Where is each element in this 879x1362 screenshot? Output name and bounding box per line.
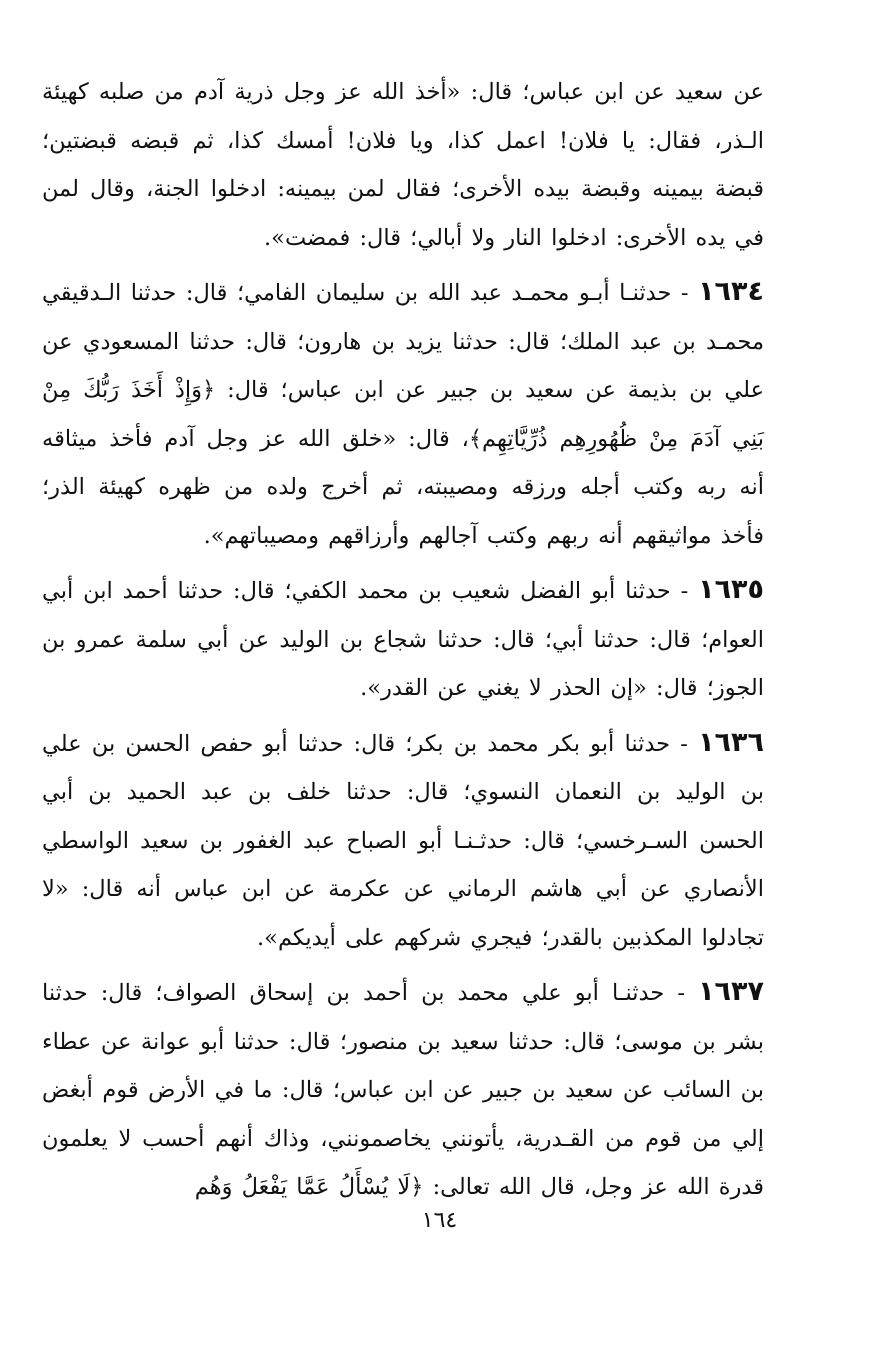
hadith-1637 [42,968,764,1212]
hadith-1636 [42,719,764,963]
paragraph-text: - حدثنـا أبـو محمـد عبد الله بن سليمان الفامي؛ قال: حدثنا الـدقيقي محمـد بن عبد الملك؛ قال: حدثنا يزيد بن هارون؛ قال: حدثنا المسعودي عن علي بن بذيمة عن سعيد بن جبير عن ابن عباس؛ قال: ﴿وَإِذْ أَخَذَ رَبُّكَ مِنْ بَنِي آدَمَ مِنْ ظُهُورِهِم ذُرِّيَّاتِهِم﴾، قال: «خلق الله عز وجل آدم فأخذ ميثاقه أنه ربه وكتب أجله ورزقه ومصيبته، ثم أخرج ولده من ظهره كهيئة الذر؛ فأخذ مواثيقهم أنه ربهم وكتب آجالهم وأرزاقهم ومصيباتهم». [42,280,764,549]
paragraph-continuation [42,68,764,262]
hadith-1635 [42,566,764,713]
paragraph-text: عن سعيد عن ابن عباس؛ قال: «أخذ الله عز وجل ذرية آدم من صلبه كهيئة الـذر، فقال: يا فلان! اعمل كذا، ويا فلان! أمسك كذا، ثم قبضه قبضتين؛ قبضة بيمينه وقبضة بيده الأخرى؛ فقال لمن بيمينه: ادخلوا الجنة، وقال لمن في يده الأخرى: ادخلوا النار ولا أبالي؛ قال: فمضت». [42,79,764,251]
page-body [42,68,764,1212]
hadith-number: ١٦٣٤ [698,276,764,307]
hadith-number: ١٦٣٥ [698,574,765,605]
page-number: ١٦٤ [421,1208,458,1233]
hadith-number: ١٦٣٦ [698,726,764,758]
paragraph-text: - حدثنا أبو بكر محمد بن بكر؛ قال: حدثنا أبو حفص الحسن بن علي بن الوليد بن النعمان النسوي؛ قال: حدثنا خلف بن عبد الحميد بن أبي الحسن السـرخسي؛ قال: حدثـنـا أبو الصباح عبد الغفور بن سعيد الواسطي الأنصاري عن أبي هاشم الرماني عن عكرمة عن ابن عباس أنه قال: «لا تجادلوا المكذبين بالقدر؛ فيجري شركهم على أيديكم». [42,730,764,951]
hadith-number: ١٦٣٧ [698,976,764,1007]
paragraph-text: - حدثنا أبو الفضل شعيب بن محمد الكفي؛ قال: حدثنا أحمد ابن أبي العوام؛ قال: حدثنا أبي؛ قال: حدثنا شجاع بن الوليد عن أبي سلمة عمرو بن الجوز؛ قال: «إن الحذر لا يغني عن القدر». [42,578,764,701]
paragraph-text: - حدثنـا أبو علي محمد بن أحمد بن إسحاق الصواف؛ قال: حدثنا بشر بن موسى؛ قال: حدثنا سعيد بن منصور؛ قال: حدثنا أبو عوانة عن عطاء بن السائب عن سعيد بن جبير عن ابن عباس؛ قال: ما في الأرض قوم أبغض إلي من قوم من القـدرية، يأتونني يخاصمونني، وذاك أنهم أحسب لا يعلمون قدرة الله عز وجل، قال الله تعالى: ﴿لَا يُسْأَلُ عَمَّا يَفْعَلُ وَهُم [42,980,764,1200]
hadith-1634 [42,268,764,560]
